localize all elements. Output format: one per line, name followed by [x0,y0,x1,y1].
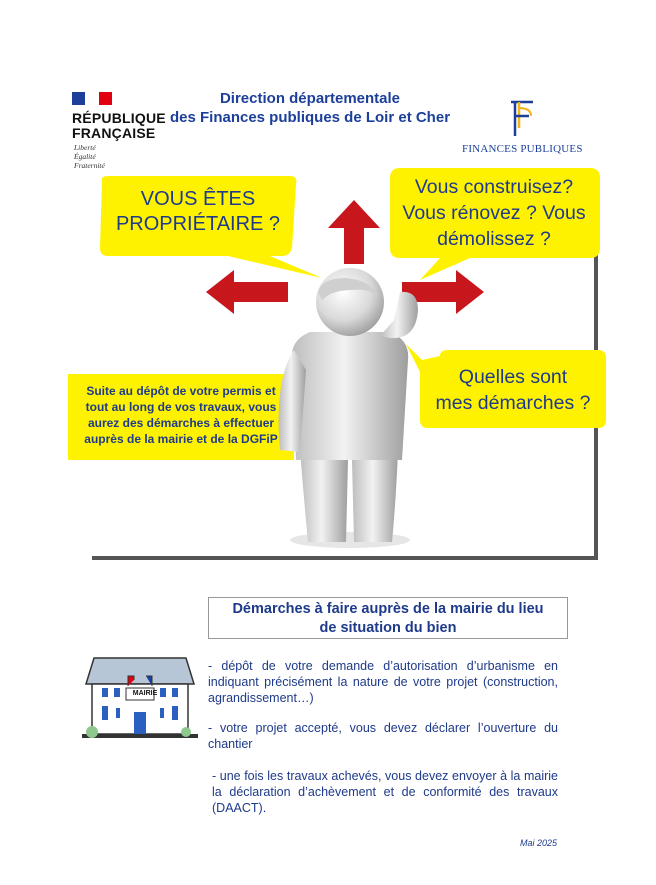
bubble-proprietaire-line1: VOUS ÊTES [140,188,256,210]
bubble-demarches-line1: Quelles sont [458,366,568,388]
document-date: Mai 2025 [520,838,558,848]
motto-egalite: Égalité [74,152,96,161]
bubble-demarches-line2: mes démarches ? [435,392,591,414]
bubble-construisez-line2: Vous rénovez ? Vous [402,202,586,224]
mairie-label: MAIRIE [132,690,158,697]
section-title-line2: de situation du bien [319,620,457,636]
finances-publiques-logo-icon [505,98,537,138]
arrow-up-icon [328,200,380,264]
info-box-text [70,383,292,447]
section-title [208,597,568,639]
bubble-proprietaire-line2: PROPRIÉTAIRE ? [115,213,281,235]
thinking-figure-icon [279,268,418,548]
motto-fraternite: Fraternité [74,161,105,170]
direction-line2: des Finances publiques de Loir et Cher [169,109,451,126]
section-title-line1: Démarches à faire auprès de la mairie du lieu [232,601,544,617]
bubble-construisez-text [388,174,600,252]
info-box-line3: aurez des démarches à effectuer [87,416,275,430]
republique-line2: FRANÇAISE [72,125,156,141]
step-3: - une fois les travaux achevés, vous devez envoyer à la mairie la déclaration d’achèvement et de conformité des travaux (DAACT). [212,769,558,815]
direction-line1: Direction départementale [219,90,401,107]
direction-title [160,89,460,127]
bubble-demarches-text [418,364,608,416]
arrow-left-icon [206,270,288,314]
motto-liberte: Liberté [74,143,96,152]
step-1: - dépôt de votre demande d’autorisation d’urbanisme en indiquant précisément la nature de votre projet (construction, agrandissement…) [208,659,558,705]
info-box-line4: auprès de la mairie et de la DGFiP [84,432,278,446]
step-2: - votre projet accepté, vous devez déclarer l’ouverture du chantier [208,721,558,751]
info-box-line1: Suite au dépôt de votre permis et [86,384,276,398]
bubble-proprietaire-text [100,187,296,237]
bubble-construisez-line1: Vous construisez? [414,176,574,198]
info-box-line2: tout au long de vos travaux, vous [85,400,277,414]
finances-publiques-label: FINANCES PUBLIQUES [462,143,583,155]
mairie-building-icon [82,656,198,740]
french-flag-icon [72,92,112,105]
bubble-construisez-line3: démolissez ? [437,228,551,250]
republique-line1: RÉPUBLIQUE [72,110,166,126]
